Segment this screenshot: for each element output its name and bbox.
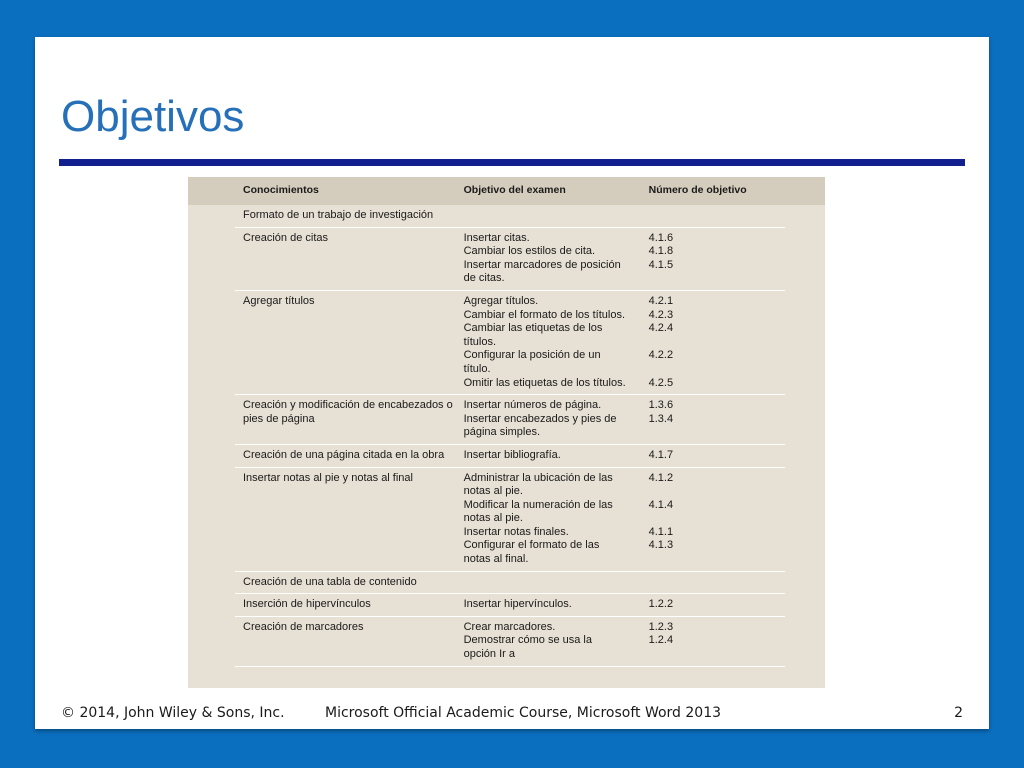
- objective-cell: [456, 616, 641, 666]
- skill-cell: Formato de un trabajo de investigación: [235, 205, 456, 227]
- objective-number: 1.2.2: [648, 598, 674, 611]
- table-row: [235, 395, 785, 445]
- objective-cell: [456, 395, 641, 445]
- objective-number: 4.2.1: [648, 294, 674, 307]
- objective-cell: [456, 571, 641, 594]
- objective-line: notas al pie.: [463, 512, 523, 525]
- table-header-row: [235, 177, 785, 205]
- objective-number: 4.2.5: [648, 376, 674, 389]
- objective-cell: [456, 205, 641, 227]
- objective-number: 1.2.3: [648, 620, 674, 633]
- objective-line: notas al final.: [463, 553, 529, 566]
- objective-line: notas al pie.: [463, 485, 523, 498]
- number-cell: [641, 444, 785, 467]
- table-body: [235, 205, 785, 666]
- table-row: [235, 227, 785, 290]
- objective-line: Insertar marcadores de posición: [463, 258, 621, 271]
- objective-line: de citas.: [463, 272, 505, 285]
- slide-title: Objetivos: [61, 92, 245, 141]
- number-cell: [641, 395, 785, 445]
- objective-line: títulos.: [463, 335, 497, 348]
- objective-line: Cambiar los estilos de cita.: [463, 245, 596, 258]
- number-cell: [641, 290, 785, 394]
- objective-number: [649, 272, 785, 286]
- skill-cell: Creación y modificación de encabezados o pies de página: [235, 395, 456, 445]
- table-row: [235, 290, 785, 394]
- objective-line: Cambiar las etiquetas de los: [463, 322, 603, 335]
- slide: [35, 37, 989, 729]
- skill-cell: Agregar títulos: [235, 290, 456, 394]
- objective-cell: [456, 444, 641, 467]
- objective-line: Insertar bibliografía.: [463, 448, 561, 461]
- objective-line: Demostrar cómo se usa la: [463, 634, 592, 647]
- objective-number: 4.1.6: [648, 231, 674, 244]
- objective-line: Insertar notas finales.: [463, 525, 569, 538]
- objective-number: [649, 363, 785, 377]
- header-objective-number: Número de objetivo: [648, 184, 747, 197]
- objective-line: Configurar la posición de un: [463, 349, 601, 362]
- table-row: [235, 205, 785, 227]
- skill-cell: Creación de una página citada en la obra: [235, 444, 456, 467]
- objective-line: Insertar citas.: [463, 231, 530, 244]
- objective-number: 4.1.8: [648, 245, 674, 258]
- objective-cell: [456, 227, 641, 290]
- objective-line: Cambiar el formato de los títulos.: [463, 308, 626, 321]
- table-row: [235, 444, 785, 467]
- objective-line: Insertar hipervínculos.: [463, 598, 572, 611]
- objective-cell: [456, 290, 641, 394]
- objective-number: 4.2.3: [648, 308, 674, 321]
- objective-number: [649, 648, 785, 662]
- objective-line: Administrar la ubicación de las: [463, 471, 613, 484]
- footer-copyright: © 2014, John Wiley & Sons, Inc.: [61, 705, 285, 721]
- objective-line: Omitir las etiquetas de los títulos.: [463, 376, 626, 389]
- objective-cell: [456, 467, 641, 571]
- objective-line: título.: [463, 362, 491, 375]
- number-cell: [641, 227, 785, 290]
- objective-number: [649, 426, 785, 440]
- number-cell: [641, 571, 785, 594]
- objectives-table-image: [188, 177, 825, 688]
- objective-number: 4.1.5: [648, 258, 674, 271]
- objective-line: Crear marcadores.: [463, 620, 556, 633]
- objective-number: 4.2.4: [648, 322, 674, 335]
- objective-line: Insertar encabezados y pies de: [463, 412, 617, 425]
- header-skills: Conocimientos: [243, 184, 319, 197]
- objectives-table: [235, 177, 785, 667]
- objective-number: 4.2.2: [648, 349, 674, 362]
- table-row: [235, 571, 785, 594]
- objective-line: Insertar números de página.: [463, 399, 602, 412]
- objective-number: 1.2.4: [648, 634, 674, 647]
- skill-cell: Creación de citas: [235, 227, 456, 290]
- objective-number: 4.1.4: [648, 498, 674, 511]
- objective-number: [649, 336, 785, 350]
- objective-line: página simples.: [463, 426, 541, 439]
- table-row: [235, 616, 785, 666]
- objective-number: 1.3.4: [648, 412, 674, 425]
- objective-number: 1.3.6: [648, 399, 674, 412]
- skill-cell: Insertar notas al pie y notas al final: [235, 467, 456, 571]
- objective-number: 4.1.2: [648, 471, 674, 484]
- objective-number: [649, 553, 785, 567]
- skill-cell: Inserción de hipervínculos: [235, 594, 456, 617]
- objective-line: opción Ir a: [463, 648, 515, 661]
- table-row: [235, 467, 785, 571]
- number-cell: [641, 205, 785, 227]
- objective-number: 4.1.3: [648, 539, 674, 552]
- footer-page-number: 2: [954, 705, 963, 721]
- header-exam-objective: Objetivo del examen: [463, 184, 566, 197]
- number-cell: [641, 616, 785, 666]
- objective-number: [649, 485, 785, 499]
- objective-line: Configurar el formato de las: [463, 539, 600, 552]
- number-cell: [641, 594, 785, 617]
- footer-course: Microsoft Official Academic Course, Microsoft Word 2013: [325, 705, 722, 721]
- objective-number: 4.1.1: [648, 525, 674, 538]
- objective-line: Modificar la numeración de las: [463, 498, 613, 511]
- objective-number: [649, 512, 785, 526]
- title-rule: [59, 159, 965, 166]
- table-row: [235, 594, 785, 617]
- skill-cell: Creación de marcadores: [235, 616, 456, 666]
- number-cell: [641, 467, 785, 571]
- skill-cell: Creación de una tabla de contenido: [235, 571, 456, 594]
- objective-number: 4.1.7: [648, 448, 674, 461]
- objective-cell: [456, 594, 641, 617]
- objective-line: Agregar títulos.: [463, 294, 539, 307]
